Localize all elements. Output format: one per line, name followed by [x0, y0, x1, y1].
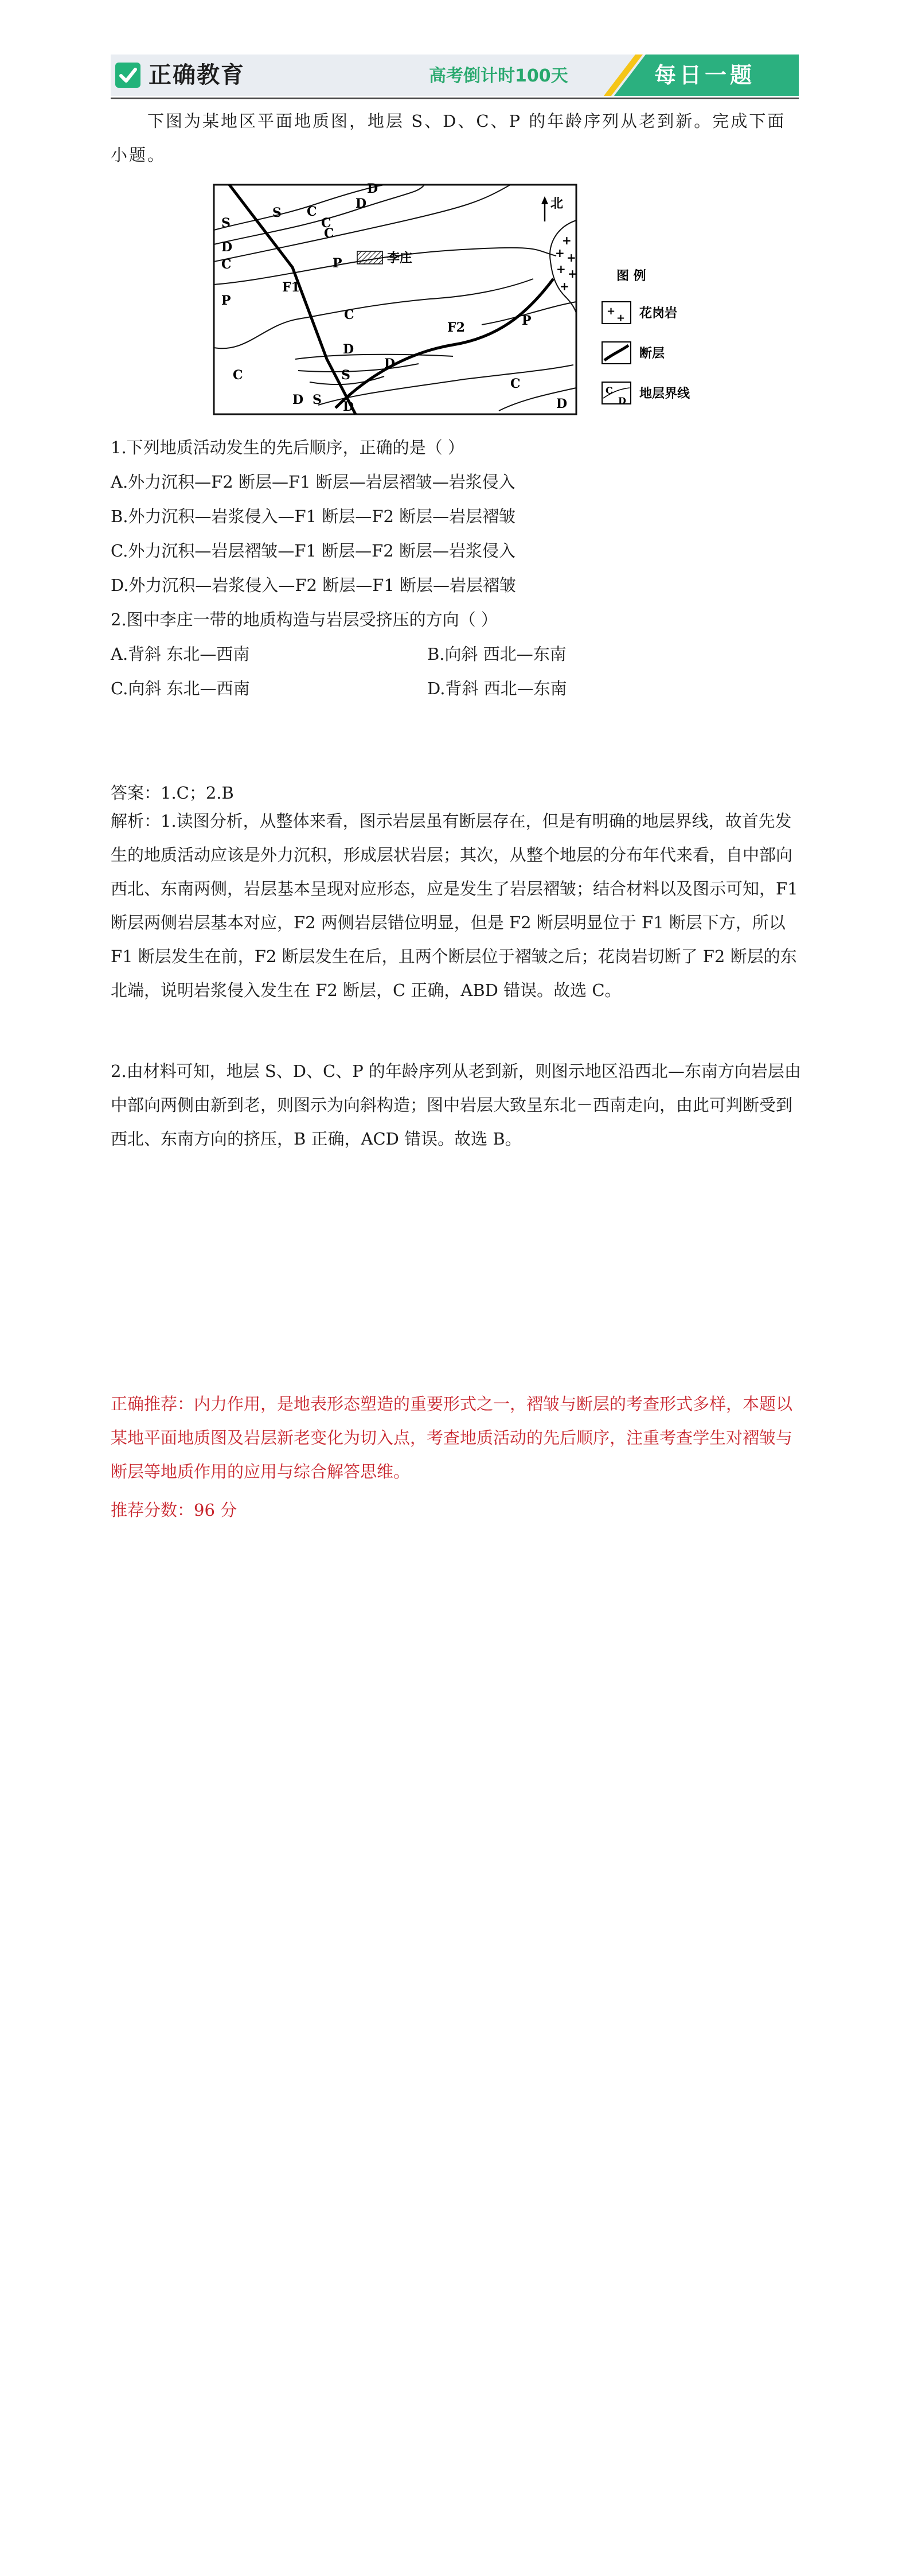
q1-option-d: D.外力沉积—岩浆侵入—F2 断层—F1 断层—岩层褶皱	[111, 575, 517, 595]
stratum-label: D	[384, 356, 396, 371]
boundary-line	[214, 185, 424, 244]
granite-pattern-icon	[555, 234, 577, 293]
geologic-map-figure	[212, 181, 705, 422]
boundary-line	[298, 364, 419, 372]
q1-option-c: C.外力沉积—岩层褶皱—F1 断层—F2 断层—岩浆侵入	[111, 541, 515, 561]
q1-option-a: A.外力沉积—F2 断层—F1 断层—岩层褶皱—岩浆侵入	[111, 472, 515, 492]
boundary-line	[214, 279, 533, 348]
brand-name: 正确教育	[149, 62, 245, 88]
daily-question-label: 每日一题	[654, 63, 756, 88]
fault-f1-line	[229, 185, 356, 414]
q2-option-d: D.背斜 西北—东南	[427, 679, 567, 698]
stratum-label: S	[313, 392, 322, 407]
stratum-label: D	[221, 240, 233, 255]
header-banner	[111, 55, 799, 96]
stratum-label: P	[333, 256, 342, 271]
stratum-label: D	[556, 396, 568, 411]
stratum-label: S	[272, 205, 282, 220]
stratum-label: D	[343, 342, 354, 357]
q2-option-a: A.背斜 东北—西南	[111, 644, 250, 664]
stratum-label: C	[221, 257, 232, 272]
svg-text:+: +	[555, 246, 565, 260]
header-rule	[111, 98, 799, 99]
fault-label-f2: F2	[447, 320, 465, 335]
svg-text:+: +	[616, 312, 626, 324]
q1-stem: 1.下列地质活动发生的先后顺序，正确的是（ ）	[111, 438, 464, 457]
analysis-q2: 2.由材料可知，地层 S、D、C、P 的年龄序列从老到新，则图示地区沿西北—东南方向岩层由中部向两侧由新到老，则图示为向斜构造；图中岩层大致呈东北－西南走向，由此可判断受到西北、东南方向的挤压，B 正确，ACD 错误。故选 B。	[111, 1061, 801, 1149]
stratum-label: C	[510, 376, 521, 391]
village-icon	[357, 251, 382, 264]
svg-text:+: +	[562, 234, 572, 247]
stratum-label: P	[522, 313, 532, 328]
stratum-label: S	[341, 368, 350, 383]
svg-text:+: +	[607, 305, 616, 317]
boundary-line	[295, 355, 453, 359]
stratum-label: D	[343, 399, 354, 414]
north-arrowhead-icon	[541, 196, 548, 204]
stratum-label: D	[367, 181, 378, 196]
boundary-line	[214, 248, 556, 285]
svg-text:+: +	[567, 251, 576, 264]
fault-label-f1: F1	[282, 280, 300, 295]
stratum-label: D	[356, 196, 367, 211]
village-label: 李庄	[387, 251, 413, 266]
svg-text:+: +	[560, 279, 569, 293]
q2-option-b: B.向斜 西北—东南	[427, 644, 567, 664]
stratum-label: P	[221, 293, 231, 308]
exam-countdown: 高考倒计时100天	[429, 66, 568, 86]
legend	[602, 269, 690, 406]
q1-option-b: B.外力沉积—岩浆侵入—F1 断层—F2 断层—岩层褶皱	[111, 507, 516, 526]
legend-fault-label: 断层	[639, 347, 665, 361]
analysis-q1: 解析：1.读图分析，从整体来看，图示岩层虽有断层存在，但是有明确的地层界线，故首先发生的地质活动应该是外力沉积，形成层状岩层；其次，从整个地层的分布年代来看，自中部向西北、东南两侧，岩层基本呈现对应形态，应是发生了岩层褶皱；结合材料以及图示可知，F1 断层两侧岩层基本对应，F2 两侧岩层错位明显，但是 F2 断层明显位于 F1 断层下方，所以 F1 断层发生在前，F2 断层发生在后，且两个断层位于褶皱之后；花岗岩切断了 F2 断层的东北端，说明岩浆侵入发生在 F2 断层，C 正确，ABD 错误。故选 C。	[111, 811, 798, 1000]
legend-granite-label: 花岗岩	[639, 306, 678, 321]
legend-boundary-label: 地层界线	[639, 387, 690, 401]
stratum-label: S	[221, 216, 231, 231]
north-label: 北	[550, 197, 564, 211]
svg-text:+: +	[568, 267, 577, 281]
check-logo-icon	[115, 63, 140, 88]
svg-text:+: +	[556, 262, 566, 276]
stratum-label: C	[321, 216, 331, 231]
question-intro: 下图为某地区平面地质图，地层 S、D、C、P 的年龄序列从老到新。完成下面小题。	[111, 111, 786, 165]
answer-line: 答案：1.C；2.B	[111, 783, 234, 803]
map-frame	[214, 185, 576, 414]
legend-boundary-sample-top: C	[606, 385, 613, 396]
stratum-label: C	[344, 308, 354, 322]
stratum-label: C	[233, 368, 243, 383]
q2-stem: 2.图中李庄一带的地质构造与岩层受挤压的方向（ ）	[111, 610, 498, 629]
stratum-label: C	[307, 204, 317, 219]
stratum-label: C	[324, 226, 334, 241]
q2-option-c: C.向斜 东北—西南	[111, 679, 250, 698]
recommendation-score: 推荐分数：96 分	[111, 1500, 237, 1520]
legend-boundary-sample-bottom: D	[618, 395, 626, 406]
legend-title: 图 例	[616, 269, 646, 283]
stratum-label: D	[292, 392, 304, 407]
recommendation: 正确推荐：内力作用，是地表形态塑造的重要形式之一，褶皱与断层的考查形式多样，本题以某地平面地质图及岩层新老变化为切入点，考查地质活动的先后顺序，注重考查学生对褶皱与断层等地质作用的应用与综合解答思维。	[111, 1394, 793, 1481]
